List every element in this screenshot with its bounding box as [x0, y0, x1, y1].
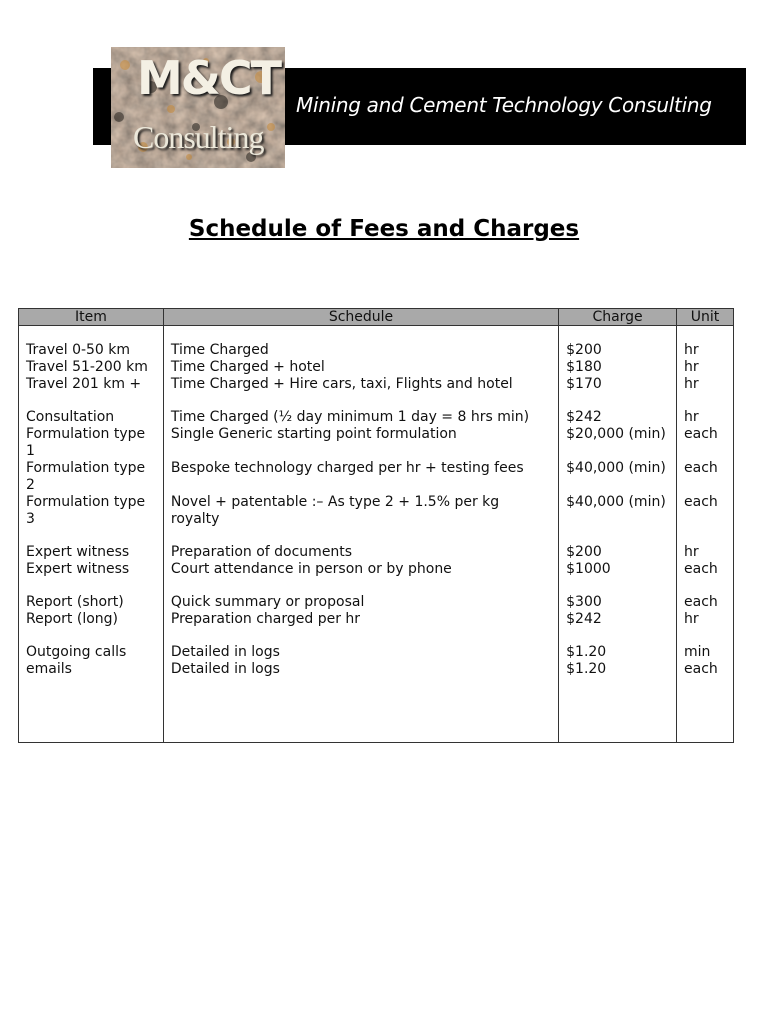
table-row: [19, 594, 734, 611]
table-row: [19, 494, 734, 528]
cell-item: Travel 201 km +: [19, 376, 164, 393]
table-row: [19, 644, 734, 661]
cell-schedule: Court attendance in person or by phone: [163, 561, 558, 578]
cell-schedule: Time Charged (½ day minimum 1 day = 8 hrs min): [163, 409, 558, 426]
cell-item: Outgoing calls: [19, 644, 164, 661]
cell-unit: each: [677, 494, 734, 528]
cell-item: Report (long): [19, 611, 164, 628]
cell-schedule: Novel + patentable :– As type 2 + 1.5% per kg royalty: [163, 494, 558, 528]
cell-unit: each: [677, 661, 734, 678]
cell-charge: $1.20: [559, 661, 677, 678]
cell-unit: hr: [677, 376, 734, 393]
cell-unit: hr: [677, 359, 734, 376]
cell-item: Travel 0-50 km: [19, 342, 164, 359]
cell-item: Formulation type 1: [19, 426, 164, 460]
table-row: [19, 544, 734, 561]
cell-schedule: Time Charged + hotel: [163, 359, 558, 376]
cell-schedule: Preparation charged per hr: [163, 611, 558, 628]
cell-item: Report (short): [19, 594, 164, 611]
column-header-schedule: Schedule: [163, 309, 558, 326]
spacer-row: [19, 578, 734, 594]
cell-item: emails: [19, 661, 164, 678]
cell-item: Expert witness: [19, 544, 164, 561]
cell-charge: $1000: [559, 561, 677, 578]
cell-charge: $1.20: [559, 644, 677, 661]
spacer-row: [19, 678, 734, 743]
cell-item: Travel 51-200 km: [19, 359, 164, 376]
cell-item: Expert witness: [19, 561, 164, 578]
column-header-unit: Unit: [677, 309, 734, 326]
cell-charge: $242: [559, 611, 677, 628]
cell-schedule: Quick summary or proposal: [163, 594, 558, 611]
cell-charge: $170: [559, 376, 677, 393]
column-header-item: Item: [19, 309, 164, 326]
cell-unit: each: [677, 561, 734, 578]
logo-consulting-text: Consulting: [133, 119, 264, 155]
company-logo: [111, 47, 285, 168]
table-row: [19, 611, 734, 628]
cell-charge: $242: [559, 409, 677, 426]
cell-item: Formulation type 2: [19, 460, 164, 494]
cell-schedule: Time Charged + Hire cars, taxi, Flights and hotel: [163, 376, 558, 393]
cell-unit: hr: [677, 611, 734, 628]
cell-charge: $180: [559, 359, 677, 376]
table-row: [19, 661, 734, 678]
logo-mct-text: M&CT: [137, 51, 281, 105]
cell-charge: $200: [559, 544, 677, 561]
table-row: [19, 460, 734, 494]
table-row: [19, 359, 734, 376]
spacer-row: [19, 326, 734, 343]
fees-table: [18, 308, 734, 743]
page-title: Schedule of Fees and Charges: [188, 216, 580, 242]
cell-schedule: Time Charged: [163, 342, 558, 359]
cell-item: Consultation: [19, 409, 164, 426]
cell-charge: $40,000 (min): [559, 460, 677, 494]
spacer-row: [19, 628, 734, 644]
cell-schedule: Preparation of documents: [163, 544, 558, 561]
cell-charge: $40,000 (min): [559, 494, 677, 528]
spacer-row: [19, 393, 734, 409]
cell-charge: $20,000 (min): [559, 426, 677, 460]
cell-unit: each: [677, 460, 734, 494]
company-tagline: Mining and Cement Technology Consulting: [296, 93, 712, 117]
cell-schedule: Bespoke technology charged per hr + testing fees: [163, 460, 558, 494]
table-row: [19, 409, 734, 426]
cell-charge: $300: [559, 594, 677, 611]
cell-schedule: Detailed in logs: [163, 661, 558, 678]
cell-item: Formulation type 3: [19, 494, 164, 528]
table-row: [19, 376, 734, 393]
cell-unit: hr: [677, 544, 734, 561]
table-row: [19, 561, 734, 578]
table-header-row: [19, 309, 734, 326]
cell-unit: min: [677, 644, 734, 661]
cell-schedule: Detailed in logs: [163, 644, 558, 661]
cell-charge: $200: [559, 342, 677, 359]
table-row: [19, 342, 734, 359]
spacer-row: [19, 528, 734, 544]
cell-unit: hr: [677, 342, 734, 359]
table-row: [19, 426, 734, 460]
cell-unit: each: [677, 426, 734, 460]
cell-schedule: Single Generic starting point formulation: [163, 426, 558, 460]
column-header-charge: Charge: [559, 309, 677, 326]
cell-unit: each: [677, 594, 734, 611]
cell-unit: hr: [677, 409, 734, 426]
